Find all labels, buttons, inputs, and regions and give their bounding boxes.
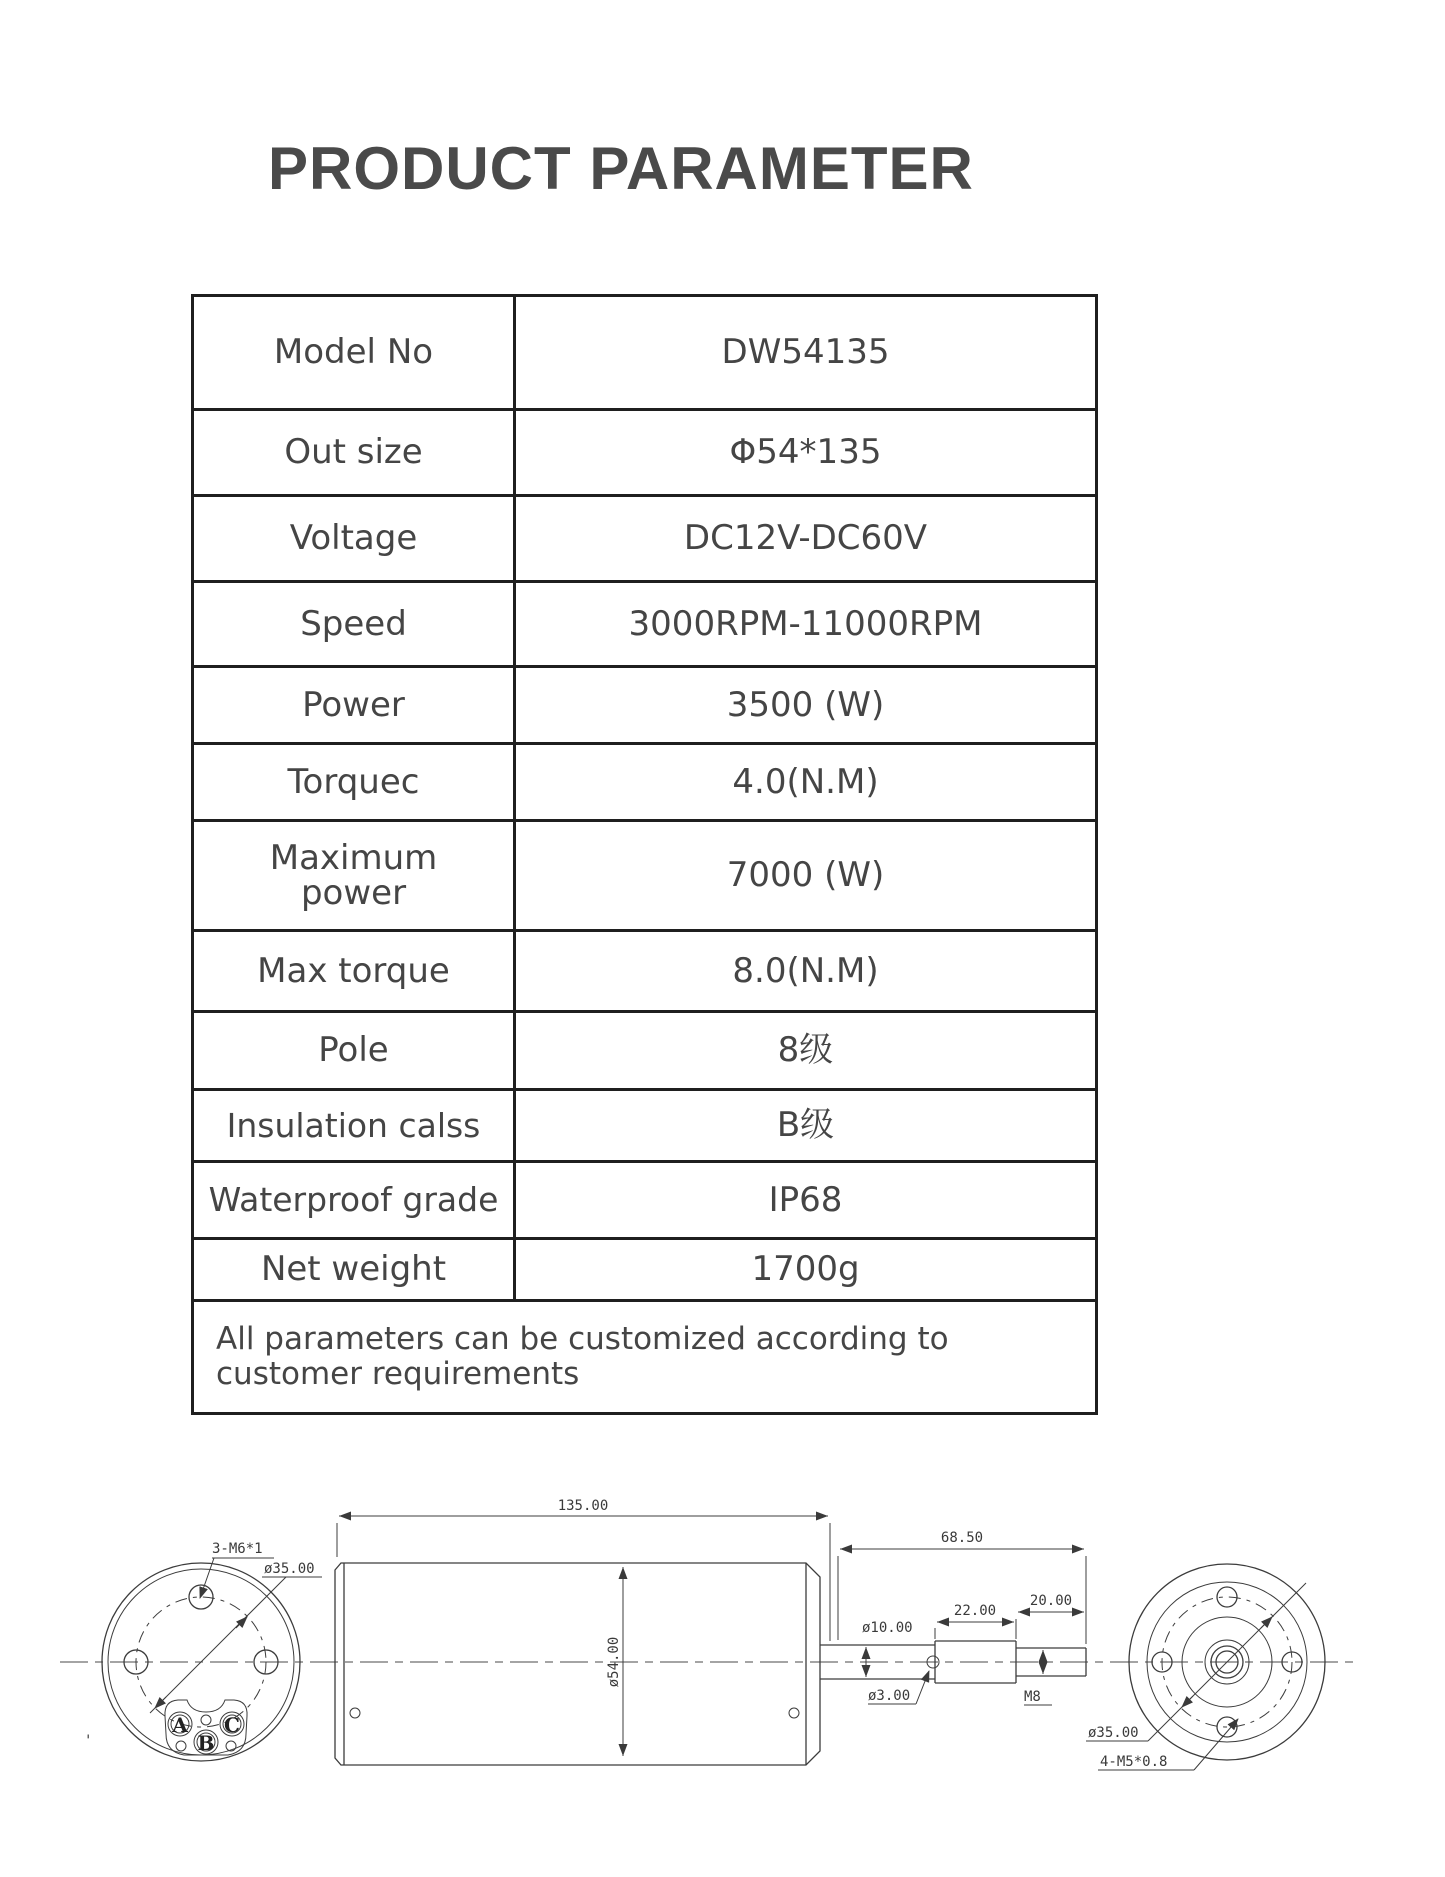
param-label-text: Speed: [300, 603, 407, 644]
pin-label-b: B: [197, 1731, 215, 1755]
param-value-text: 8.0(N.M): [732, 950, 879, 991]
param-label-text: Insulation calss: [226, 1105, 481, 1145]
page-title: PRODUCT PARAMETER: [268, 135, 974, 202]
param-label-text: Model No: [273, 332, 434, 373]
param-value-text: 3000RPM-11000RPM: [628, 603, 983, 644]
mount-hole: [189, 1585, 213, 1609]
end-section-dim: 20.00: [1029, 1593, 1073, 1609]
param-value-text: 4.0(N.M): [732, 761, 879, 802]
param-value-text: 8级: [777, 1030, 834, 1071]
corner-mark: ': [84, 1733, 93, 1749]
table-note-text: All parameters can be customized according to customer requirements: [216, 1321, 949, 1392]
side-view: [335, 1498, 1086, 1765]
param-label-text: Max torque: [257, 950, 450, 991]
shaft-length-dim: 68.50: [940, 1530, 984, 1546]
motor-body: [335, 1563, 820, 1765]
param-value-text: DW54135: [721, 332, 890, 373]
param-label-text: Maximum power: [269, 837, 438, 913]
param-value-text: Φ54*135: [729, 432, 882, 473]
param-label-text: Torquec: [287, 761, 420, 802]
mid-section-dim: 22.00: [953, 1603, 997, 1619]
param-label-text: Waterproof grade: [208, 1180, 499, 1220]
param-value-text: B级: [776, 1105, 835, 1146]
length-dim: 135.00: [557, 1498, 609, 1514]
body-hole: [789, 1708, 799, 1718]
param-value-text: IP68: [768, 1179, 843, 1220]
shaft-thread-dim: M8: [1024, 1689, 1041, 1705]
param-label-text: Voltage: [289, 518, 418, 559]
param-label-text: Pole: [318, 1030, 389, 1071]
param-label-text: Power: [302, 684, 405, 725]
rear-bolt-circle-label: ø35.00: [1088, 1725, 1139, 1741]
front-view: [84, 1541, 322, 1761]
pin-label-c: C: [224, 1713, 240, 1737]
rear-thread-label: 4-M5*0.8: [1100, 1754, 1168, 1770]
param-value-text: 3500 (W): [726, 684, 885, 725]
param-value-text: 7000 (W): [726, 855, 885, 896]
front-bolt-circle-label: ø35.00: [264, 1561, 315, 1577]
rear-view: [1086, 1564, 1325, 1770]
param-value-text: 1700g: [751, 1249, 860, 1290]
param-label-text: Out size: [284, 432, 423, 473]
shaft-diameter-dim: ø10.00: [862, 1620, 913, 1636]
param-label-text: Net weight: [260, 1249, 447, 1290]
connector: [165, 1700, 247, 1755]
body-diameter-dim: ø54.00: [606, 1636, 622, 1688]
pin-label-a: A: [172, 1713, 188, 1737]
cross-hole-dim: ø3.00: [868, 1688, 911, 1704]
front-thread-label: 3-M6*1: [212, 1541, 263, 1557]
body-hole: [350, 1708, 360, 1718]
param-value-text: DC12V-DC60V: [683, 518, 928, 559]
